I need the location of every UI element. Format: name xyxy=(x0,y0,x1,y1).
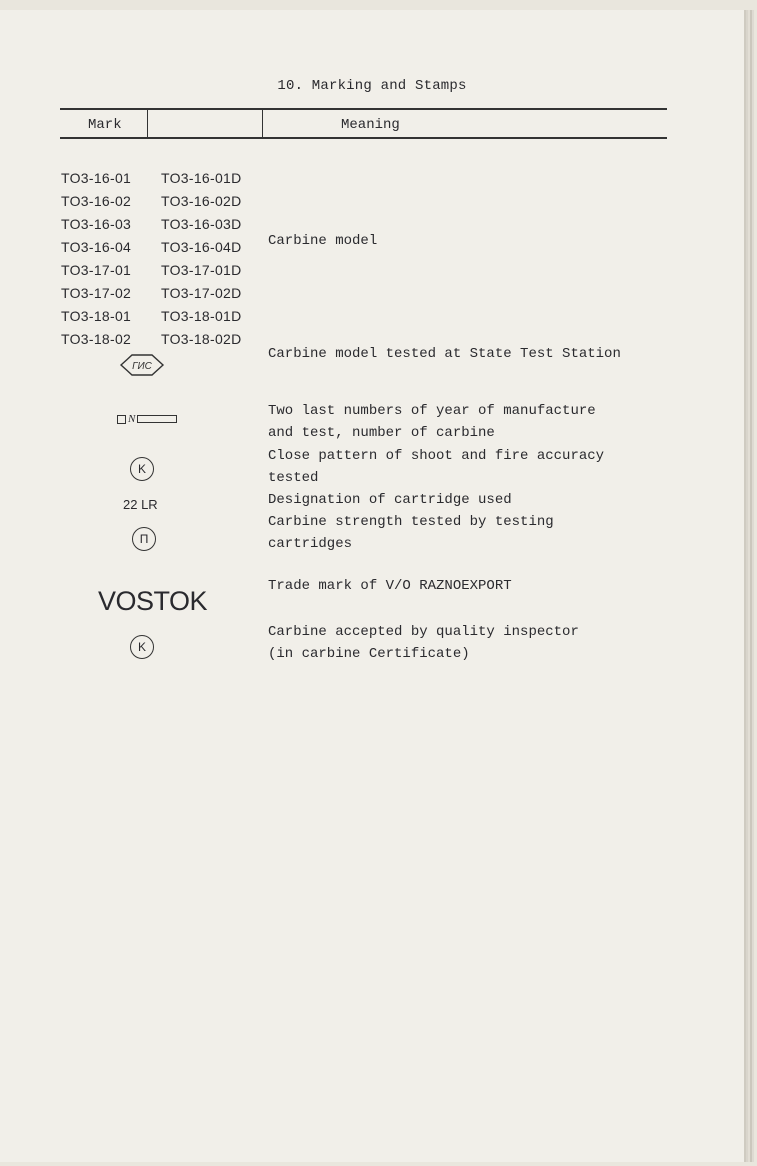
year-box xyxy=(117,415,126,424)
model-code: TO3-16-01 xyxy=(61,170,132,186)
vostok-trademark-logo: VOSTOK xyxy=(98,586,208,616)
model-code-d: TO3-16-03D xyxy=(161,216,242,232)
document-page xyxy=(0,10,746,1162)
model-code-d: TO3-16-02D xyxy=(161,193,242,209)
model-code-d: TO3-16-04D xyxy=(161,239,242,255)
meaning-year-line1: Two last numbers of year of manufacture xyxy=(268,403,596,419)
header-divider-2 xyxy=(262,110,263,139)
carbine-number-box xyxy=(137,415,177,423)
mark-column-header: Mark xyxy=(88,117,122,133)
meaning-pattern-line2: tested xyxy=(268,470,319,486)
meaning-accepted-line1: Carbine accepted by quality inspector xyxy=(268,624,579,640)
gis-stamp-text: ГИС xyxy=(132,361,152,372)
p-circle-stamp-icon: П xyxy=(132,527,156,551)
model-code: TO3-18-01 xyxy=(61,308,132,324)
meaning-column-header: Meaning xyxy=(341,117,400,133)
cartridge-mark: 22 LR xyxy=(123,497,158,512)
meaning-trademark: Trade mark of V/O RAZNOEXPORT xyxy=(268,578,512,594)
list-item xyxy=(61,285,243,308)
meaning-strength-line2: cartridges xyxy=(268,536,353,552)
k-inspector-stamp-icon: K xyxy=(130,635,154,659)
model-code: TO3-16-03 xyxy=(61,216,132,232)
k-circle-stamp-icon: K xyxy=(130,457,154,481)
model-code-d: TO3-17-01D xyxy=(161,262,242,278)
meaning-year-line2: and test, number of carbine xyxy=(268,425,495,441)
model-code: TO3-16-02 xyxy=(61,193,132,209)
model-code-list xyxy=(61,170,243,354)
list-item xyxy=(61,193,243,216)
list-item xyxy=(61,170,243,193)
meaning-strength-line1: Carbine strength tested by testing xyxy=(268,514,554,530)
year-number-stamp-icon xyxy=(117,413,177,425)
list-item xyxy=(61,331,243,354)
list-item xyxy=(61,239,243,262)
model-code-d: TO3-18-01D xyxy=(161,308,242,324)
meaning-accepted-line2: (in carbine Certificate) xyxy=(268,646,470,662)
model-code: TO3-16-04 xyxy=(61,239,132,255)
section-title: 10. Marking and Stamps xyxy=(277,78,467,94)
meaning-cartridge: Designation of cartridge used xyxy=(268,492,512,508)
header-divider-1 xyxy=(147,110,148,139)
number-sign: N xyxy=(128,413,136,425)
model-code-d: TO3-18-02D xyxy=(161,331,242,347)
table-header-rule xyxy=(60,137,667,139)
list-item xyxy=(61,216,243,239)
list-item xyxy=(61,308,243,331)
table-top-rule xyxy=(60,108,667,110)
meaning-state-test: Carbine model tested at State Test Station xyxy=(268,346,621,362)
meaning-pattern-line1: Close pattern of shoot and fire accuracy xyxy=(268,448,605,464)
list-item xyxy=(61,262,243,285)
model-code-d: TO3-16-01D xyxy=(161,170,242,186)
gis-diamond-stamp-icon xyxy=(118,352,166,378)
model-code: TO3-18-02 xyxy=(61,331,132,347)
meaning-carbine-model: Carbine model xyxy=(268,233,378,249)
model-code-d: TO3-17-02D xyxy=(161,285,242,301)
model-code: TO3-17-02 xyxy=(61,285,132,301)
model-code: TO3-17-01 xyxy=(61,262,132,278)
